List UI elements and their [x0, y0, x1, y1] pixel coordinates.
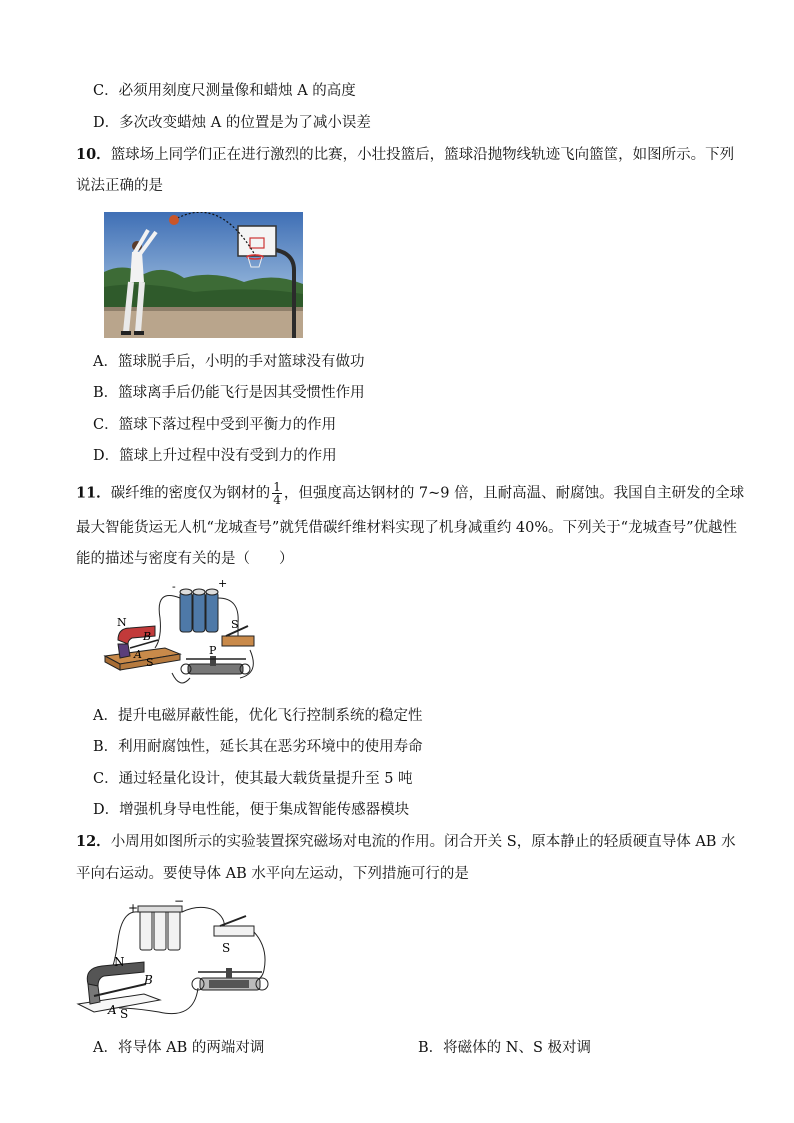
- q11-stem: 11．碳纤维的密度仅为钢材的 $\frac{1}{4}$ ，但强度高达钢材的 7~9 倍，且耐高温、耐腐蚀。我国自主研发的全球: [76, 480, 745, 507]
- svg-text:+: +: [218, 578, 228, 590]
- q9-option-d: D．多次改变蜡烛 A 的位置是为了减小误差: [93, 115, 371, 131]
- svg-text:N: N: [117, 616, 127, 629]
- q11-option-c: C．通过轻量化设计，使其最大载货量提升至 5 吨: [93, 771, 413, 787]
- q12-stem: 12．小周用如图所示的实验装置探究磁场对电流的作用。闭合开关 S，原本静止的轻质硬直导体 AB 水: [76, 833, 736, 850]
- q10-option-d: D．篮球上升过程中没有受到力的作用: [93, 448, 337, 464]
- svg-text:P: P: [209, 644, 217, 657]
- q10-option-b: B．篮球离手后仍能飞行是因其受惯性作用: [93, 385, 365, 401]
- q10-option-a: A．篮球脱手后，小明的手对篮球没有做功: [93, 354, 365, 370]
- q11-number: 11．: [76, 484, 111, 502]
- svg-text:S: S: [231, 618, 239, 631]
- svg-text:S: S: [146, 656, 154, 669]
- q11-option-d: D．增强机身导电性能，便于集成智能传感器模块: [93, 802, 410, 818]
- svg-text:N: N: [114, 955, 125, 969]
- q12-stem-line2: 平向右运动。要使导体 AB 水平向左运动，下列措施可行的是: [76, 866, 469, 882]
- q11-option-a: A．提升电磁屏蔽性能，优化飞行控制系统的稳定性: [93, 708, 423, 724]
- svg-text:-: -: [172, 580, 176, 593]
- q10-number: 10．: [76, 146, 111, 163]
- svg-text:A: A: [134, 648, 142, 661]
- q11-circuit-figure: [100, 578, 260, 690]
- q10-stem-line2: 说法正确的是: [76, 178, 163, 194]
- fraction: $\frac{1}{4}$: [273, 480, 281, 507]
- svg-text:+: +: [128, 901, 139, 915]
- q11-option-b: B．利用耐腐蚀性，延长其在恶劣环境中的使用寿命: [93, 739, 423, 755]
- q9-option-c: C．必须用刻度尺测量像和蜡烛 A 的高度: [93, 83, 356, 99]
- q11-stem-line3: 能的描述与密度有关的是（ ）: [76, 551, 294, 567]
- basketball-photo: [104, 212, 303, 338]
- battery-icon: [180, 589, 218, 632]
- svg-text:−: −: [174, 900, 185, 908]
- q12-option-b: B．将磁体的 N、S 极对调: [418, 1040, 591, 1056]
- q12-circuit-figure: [74, 900, 274, 1020]
- q10-stem: 10．篮球场上同学们正在进行激烈的比赛，小壮投篮后，篮球沿抛物线轨迹飞向篮筐，如图所示。下列: [76, 146, 735, 163]
- svg-text:B: B: [143, 630, 152, 643]
- svg-text:B: B: [144, 973, 153, 987]
- q10-option-c: C．篮球下落过程中受到平衡力的作用: [93, 417, 337, 433]
- svg-text:S: S: [120, 1007, 129, 1020]
- q12-number: 12．: [76, 833, 111, 850]
- svg-text:S: S: [222, 941, 231, 955]
- q12-option-a: A．将导体 AB 的两端对调: [93, 1040, 265, 1056]
- battery-icon: [138, 906, 182, 950]
- q11-stem-line2: 最大智能货运无人机“龙城查号”就凭借碳纤维材料实现了机身减重约 40%。下列关于“龙城查号”优越性: [76, 520, 737, 536]
- svg-text:A: A: [108, 1003, 117, 1017]
